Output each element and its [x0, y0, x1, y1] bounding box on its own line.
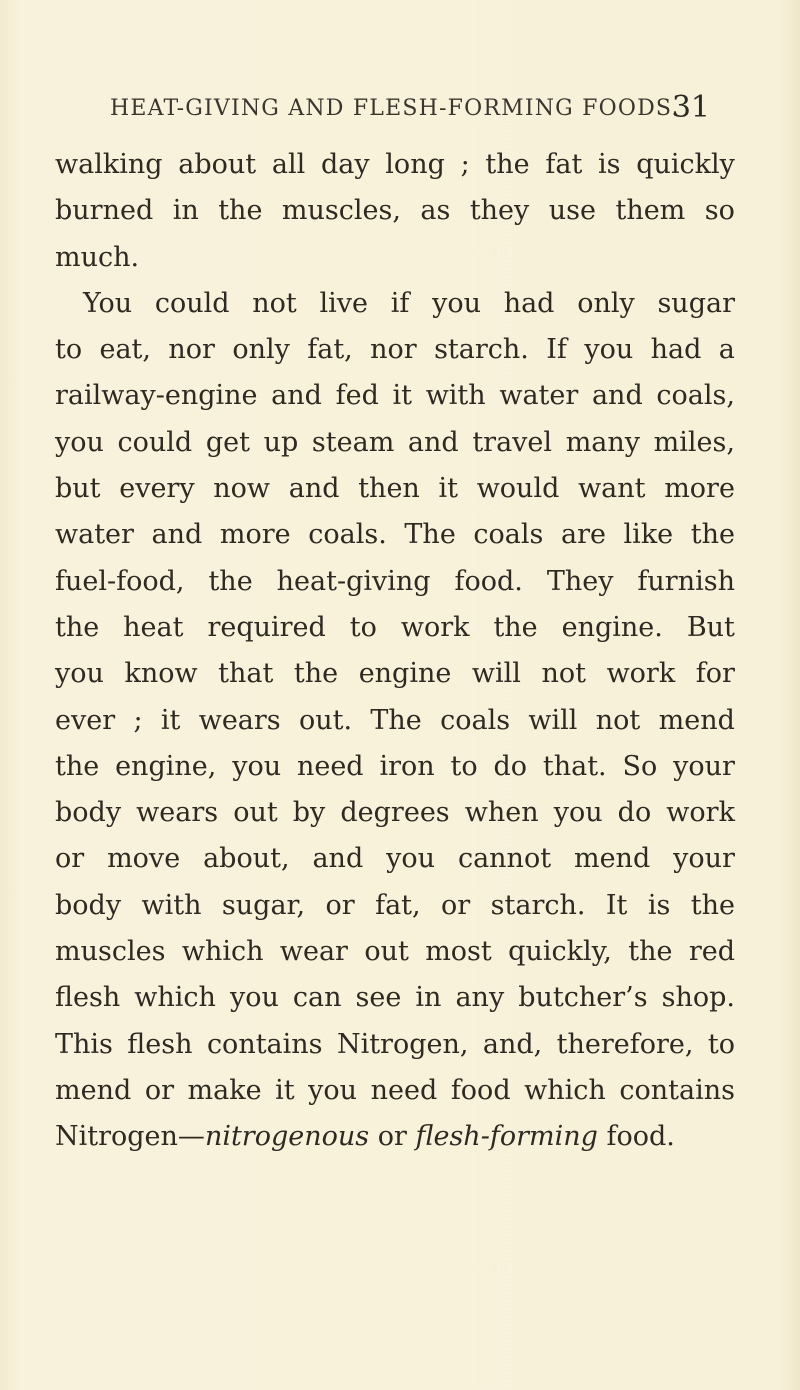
word: iron	[379, 750, 435, 782]
text-segment: or	[369, 1121, 416, 1153]
word: long	[385, 149, 445, 180]
word: butcher’s	[518, 982, 648, 1014]
word: sugar	[657, 287, 735, 319]
word: more	[219, 519, 291, 551]
word: with	[141, 889, 202, 921]
word: work	[666, 797, 735, 829]
word: when	[464, 797, 539, 829]
word: you	[55, 658, 104, 690]
word: the	[628, 936, 673, 968]
word: wears	[198, 704, 281, 736]
word: they	[469, 195, 530, 227]
word: and	[407, 426, 459, 458]
word: for	[695, 658, 735, 690]
word: muscles,	[281, 195, 401, 227]
word: nor	[168, 334, 215, 366]
word: your	[673, 750, 735, 782]
word: and	[591, 380, 643, 412]
word: you	[553, 797, 603, 829]
word: travel	[472, 426, 553, 458]
word: had	[503, 287, 555, 319]
word: to	[349, 611, 377, 643]
word: ;	[460, 149, 470, 180]
running-head: HEAT-GIVING AND FLESH-FORMING FOODS.	[110, 96, 680, 121]
word: or	[144, 1074, 174, 1106]
word: to	[707, 1028, 735, 1060]
word: now	[213, 473, 271, 505]
word: it	[275, 1074, 295, 1106]
word: steam	[311, 426, 395, 458]
page-number: 31	[671, 90, 710, 125]
word: starch.	[490, 889, 586, 921]
word: will	[471, 658, 521, 690]
word: and	[151, 519, 203, 551]
word: coals	[473, 519, 544, 551]
word: only	[577, 287, 635, 319]
word: engine.	[561, 611, 663, 643]
word: it	[392, 380, 413, 412]
word: use	[548, 195, 596, 227]
word: coals.	[308, 519, 387, 551]
word: fat,	[307, 334, 353, 366]
page-header	[110, 90, 710, 134]
word: know	[124, 658, 198, 690]
word: work	[606, 658, 676, 690]
word: shop.	[661, 982, 735, 1014]
word: could	[154, 287, 230, 319]
word: coals	[440, 704, 511, 736]
word: required	[207, 611, 326, 643]
text-line	[55, 744, 735, 790]
word: the	[293, 658, 339, 690]
word: you	[229, 982, 279, 1014]
word: fed	[335, 380, 379, 412]
word: or	[55, 843, 85, 875]
word: and	[288, 473, 340, 505]
word: which	[524, 1074, 606, 1106]
word: starch.	[434, 334, 529, 366]
word: or	[325, 889, 355, 921]
word: engine	[358, 658, 452, 690]
word: you	[584, 334, 634, 366]
word: do	[617, 797, 652, 829]
word: it	[160, 704, 181, 736]
word: body	[55, 889, 122, 921]
word: do	[493, 750, 528, 782]
text-line	[55, 142, 735, 188]
italic-term-flesh-forming: flesh-forming	[415, 1121, 598, 1153]
word: it	[438, 473, 458, 505]
text-line: much.	[55, 241, 140, 273]
word: them	[615, 195, 686, 227]
word: want	[578, 473, 646, 505]
word: This	[55, 1028, 113, 1060]
word: will	[528, 704, 578, 736]
word: as	[420, 195, 451, 227]
word: make	[187, 1074, 262, 1106]
word: so	[704, 195, 735, 227]
word: quickly,	[508, 936, 612, 968]
word: eat,	[99, 334, 151, 366]
word: not	[541, 658, 586, 690]
word: the	[485, 149, 530, 180]
word: flesh	[127, 1028, 193, 1060]
word: contains	[619, 1074, 735, 1106]
word: water	[55, 519, 134, 551]
word: like	[623, 519, 674, 551]
word: Nitrogen,	[336, 1028, 469, 1060]
word: could	[117, 426, 193, 458]
word: heat	[123, 611, 184, 643]
word: get	[205, 426, 250, 458]
word: wear	[279, 936, 348, 968]
word: by	[292, 797, 326, 829]
word: If	[546, 334, 567, 366]
word: but	[55, 473, 101, 505]
body-text	[55, 142, 735, 1161]
word: So	[622, 750, 658, 782]
word: the	[208, 565, 253, 597]
word: The	[404, 519, 456, 551]
word: mend	[55, 1074, 132, 1106]
word: fat	[545, 149, 583, 180]
text-line	[55, 651, 735, 697]
word: out	[233, 797, 278, 829]
word: you	[308, 1074, 358, 1106]
word: your	[673, 843, 735, 875]
word: engine,	[115, 750, 217, 782]
text-line	[55, 1068, 735, 1114]
word: the	[690, 889, 735, 921]
word: water	[499, 380, 579, 412]
word: mend	[573, 843, 651, 875]
word: see	[355, 982, 402, 1014]
text-line	[55, 466, 735, 512]
text-line	[55, 929, 735, 975]
word: you	[432, 287, 481, 319]
word: more	[664, 473, 735, 505]
word: wears	[136, 797, 219, 829]
word: walking	[55, 149, 163, 180]
word: The	[370, 704, 422, 736]
word: sugar,	[221, 889, 306, 921]
word: any	[455, 982, 505, 1014]
word: food	[450, 1074, 511, 1106]
word: only	[232, 334, 290, 366]
word: coals,	[656, 380, 735, 412]
word: fat,	[375, 889, 421, 921]
word: that	[218, 658, 274, 690]
word: contains	[206, 1028, 323, 1060]
text-segment: Nitrogen—	[55, 1121, 205, 1153]
word: ever	[55, 704, 116, 736]
italic-term-nitrogenous: nitrogenous	[204, 1121, 370, 1153]
word: which	[134, 982, 216, 1014]
word: which	[181, 936, 264, 968]
paragraph-start-line	[55, 281, 735, 327]
word: that.	[542, 750, 607, 782]
word: or	[441, 889, 471, 921]
text-line	[55, 559, 735, 605]
text-line	[55, 883, 735, 929]
word: about,	[203, 843, 290, 875]
word: the	[218, 195, 263, 227]
word: heat-giving	[276, 565, 431, 597]
word: to	[450, 750, 478, 782]
word: every	[119, 473, 195, 505]
word: with	[425, 380, 486, 412]
word: out	[364, 936, 409, 968]
word: cannot	[457, 843, 552, 875]
word: to	[55, 334, 83, 366]
word: had	[650, 334, 702, 366]
word: ;	[133, 704, 143, 736]
word: up	[263, 426, 299, 458]
word: in	[415, 982, 442, 1014]
word: would	[476, 473, 560, 505]
text-line	[55, 605, 735, 651]
word: miles,	[653, 426, 735, 458]
word: many	[565, 426, 641, 458]
word: degrees	[340, 797, 450, 829]
word: all	[271, 149, 306, 180]
word: you	[386, 843, 436, 875]
word: and	[312, 843, 364, 875]
word: out.	[299, 704, 353, 736]
text-line	[55, 836, 735, 882]
word: furnish	[637, 565, 735, 597]
word: fuel-food,	[55, 565, 185, 597]
word: are	[560, 519, 606, 551]
word: the	[55, 611, 100, 643]
word: the	[493, 611, 538, 643]
word: move	[107, 843, 181, 875]
word: quickly	[636, 149, 735, 180]
word: not	[252, 287, 297, 319]
word: the	[55, 750, 100, 782]
word: and	[271, 380, 322, 412]
word: the	[690, 519, 735, 551]
text-line	[55, 698, 735, 744]
word: therefore,	[556, 1028, 694, 1060]
text-line	[55, 790, 735, 836]
word: You	[83, 287, 133, 319]
text-line	[55, 420, 735, 466]
word: then	[358, 473, 420, 505]
word: muscles	[55, 936, 166, 968]
word: live	[319, 287, 368, 319]
word: in	[172, 195, 199, 227]
word: food.	[454, 565, 523, 597]
word: is	[647, 889, 671, 921]
word: you	[55, 426, 104, 458]
word: most	[425, 936, 492, 968]
word: need	[370, 1074, 438, 1106]
text-line	[55, 188, 735, 234]
word: need	[296, 750, 364, 782]
word: can	[292, 982, 342, 1014]
word: It	[605, 889, 628, 921]
word: flesh	[55, 982, 121, 1014]
word: burned	[55, 195, 154, 227]
word: you	[232, 750, 282, 782]
word: nor	[370, 334, 417, 366]
word: They	[546, 565, 614, 597]
text-line	[55, 512, 735, 558]
word: work	[400, 611, 470, 643]
word: and,	[482, 1028, 543, 1060]
word: red	[688, 936, 735, 968]
text-line	[55, 327, 735, 373]
text-line	[55, 975, 735, 1021]
word: if	[390, 287, 410, 319]
word: about	[178, 149, 257, 180]
word: But	[686, 611, 735, 643]
word: body	[55, 797, 122, 829]
word: day	[320, 149, 370, 180]
word: a	[718, 334, 735, 366]
text-segment: food.	[597, 1121, 675, 1153]
word: is	[598, 149, 621, 180]
word: not	[595, 704, 641, 736]
final-text-line	[55, 1114, 735, 1160]
word: railway-engine	[55, 380, 258, 412]
text-line	[55, 1022, 735, 1068]
word: mend	[658, 704, 735, 736]
text-line	[55, 373, 735, 419]
